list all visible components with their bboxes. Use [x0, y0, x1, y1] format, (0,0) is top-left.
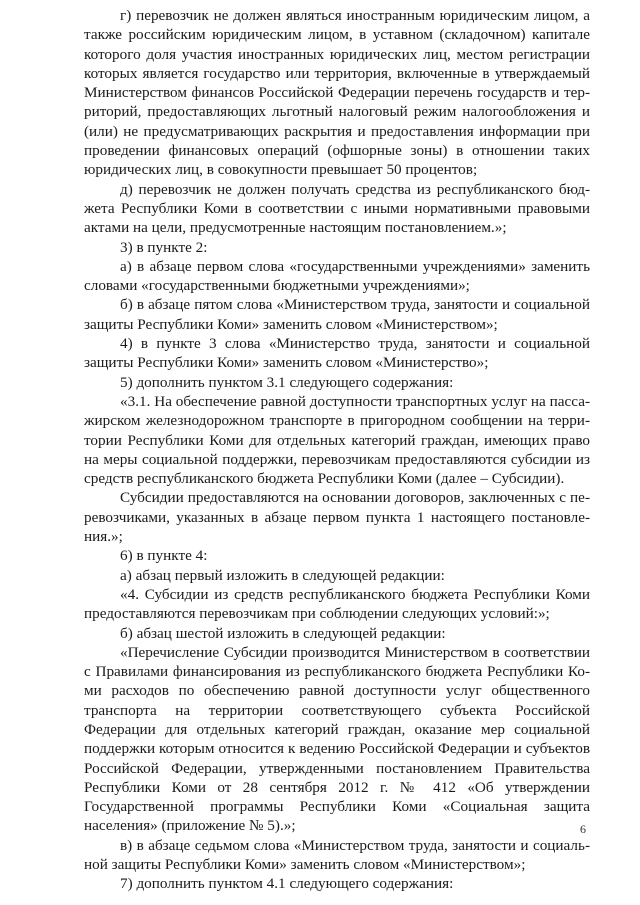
document-body: [84, 6, 590, 894]
paragraph: б) абзац шестой изложить в следующей редакции:: [120, 624, 446, 642]
paragraph: в) в абзаце седьмом слова «Министерством труда, занятости и социальной защиты Республики Коми» заменить словом «Министерством»;: [84, 836, 590, 874]
page-number: 6: [580, 822, 586, 836]
paragraph: 4) в пункте 3 слова «Министерство труда, занятости и социальной защиты Республики Коми» заменить словом «Министерство»;: [84, 335, 590, 372]
paragraph: 3) в пункте 2:: [120, 238, 208, 256]
paragraph: г) перевозчик не должен являться иностранным юридическим лицом, а также российским юридическим лицом, в уставном (складочном) капитале которого доля участия иностранных юридических лиц, местом регистрации которых является государство или территория, включенные в утверждаемый Министерством финансов Российской Федерации перечень государств и территорий, предоставляющих льготный налоговый режим налогообложения и (или) не предусматривающих раскрытия и предоставления информации при проведении финансовых операций (офшорные зоны) в отношении таких юридических лиц, в совокупности превышает 50 процентов;: [84, 7, 590, 179]
paragraph: «Перечисление Субсидии производится Министерством в соответствии с Правилами финансирования из республиканского бюджета Республики Коми расходов по обеспечению равной доступности услуг общественного транспорта на территории соответствующего субъекта Российской Федерации для отдельных категорий граждан, оказание мер социальной поддержки которым относится к ведению Российской Федерации и субъектов Российской Федерации, утвержденными постановлением Правительства Республики Коми от 28 сентября 2012 г. № 412 «Об утверждении Государственной программы Республики Коми «Социальная защита населения» (приложение № 5).»;: [84, 643, 590, 835]
paragraph: д) перевозчик не должен получать средства из республиканского бюджета Республики Коми в соответствии с иными нормативными правовыми актами на цели, предусмотренные настоящим постановлением.»;: [84, 180, 590, 237]
paragraph: Субсидии предоставляются на основании договоров, заключенных с перевозчиками, указанных в абзаце первом пункта 1 настоящего постановления.»;: [84, 489, 590, 546]
paragraph: 7) дополнить пунктом 4.1 следующего содержания:: [120, 875, 454, 893]
paragraph: «3.1. На обеспечение равной доступности транспортных услуг на пассажирском железнодорожном транспорте в пригородном сообщении на территории Республики Коми для отдельных категорий граждан, имеющих право на меры социальной поддержки, перевозчикам предоставляются субсидии из средств республиканского бюджета Республики Коми (далее – Субсидии).: [84, 392, 590, 488]
paragraph: а) абзац первый изложить в следующей редакции:: [120, 566, 445, 584]
paragraph: б) в абзаце пятом слова «Министерством труда, занятости и социальной защиты Республики Коми» заменить словом «Министерством»;: [84, 296, 590, 333]
paragraph: 6) в пункте 4:: [120, 547, 208, 565]
paragraph: 5) дополнить пунктом 3.1 следующего содержания:: [120, 373, 454, 391]
paragraph: а) в абзаце первом слова «государственными учреждениями» заменить словами «государственными бюджетными учреждениями»;: [84, 257, 590, 295]
paragraph: «4. Субсидии из средств республиканского бюджета Республики Коми предоставляются перевозчикам при соблюдении следующих условий:»;: [84, 585, 590, 623]
